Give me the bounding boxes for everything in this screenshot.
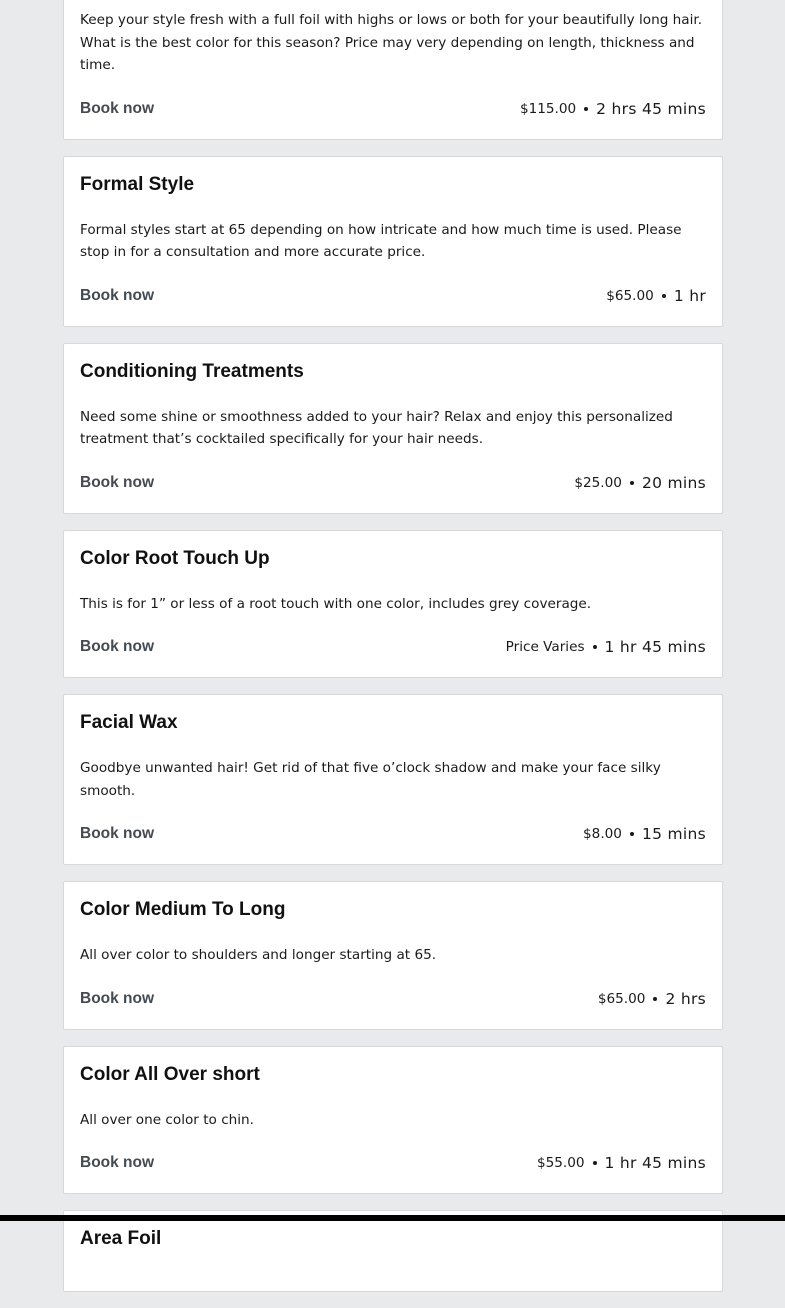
bullet-separator (584, 107, 588, 111)
service-description: All over one color to chin. (80, 1111, 254, 1128)
book-now-link[interactable]: Book now (80, 99, 155, 117)
service-price: Price Varies (505, 639, 585, 655)
book-now-link[interactable]: Book now (80, 1154, 155, 1171)
service-card (63, 343, 723, 514)
service-list (63, 0, 723, 1308)
service-price: $65.00 (606, 287, 654, 304)
service-duration: 20 mins (641, 473, 706, 492)
service-description: Formal styles start at 65 depending on how intricate and how much time is used. Please stop in for a consultation and more accurate price. (80, 221, 682, 260)
book-now-link[interactable]: Book now (80, 989, 155, 1007)
service-price: $25.00 (574, 474, 622, 491)
service-footer (80, 1151, 706, 1175)
service-footer (80, 987, 706, 1011)
service-price: $65.00 (597, 990, 646, 1007)
service-duration: 1 hr (673, 286, 706, 305)
service-title: Formal Style (80, 173, 195, 195)
book-now-link[interactable]: Book now (80, 286, 155, 304)
service-title: Color Medium To Long (80, 899, 286, 920)
service-description: Goodbye unwanted hair! Get rid of that five o’clock shadow and make your face silky smooth. (80, 760, 661, 799)
service-card (63, 1210, 723, 1292)
service-meta (537, 1154, 706, 1172)
service-duration: 1 hr 45 mins (604, 638, 706, 656)
service-duration: 1 hr 45 mins (604, 1154, 706, 1172)
service-meta (598, 990, 706, 1008)
service-footer (80, 822, 706, 846)
bullet-separator (630, 481, 634, 485)
service-price: $8.00 (583, 826, 622, 842)
book-now-link[interactable]: Book now (80, 825, 155, 842)
service-footer (80, 284, 706, 308)
service-card (63, 881, 723, 1030)
service-duration: 2 hrs (665, 989, 706, 1008)
book-now-link[interactable]: Book now (80, 473, 155, 491)
bottom-bar (0, 1215, 785, 1221)
service-card (63, 530, 723, 679)
service-meta (606, 287, 706, 305)
service-price: $55.00 (536, 1155, 585, 1171)
service-title: Facial Wax (80, 712, 178, 733)
service-title: Conditioning Treatments (80, 360, 304, 382)
bullet-separator (593, 645, 597, 649)
service-footer (80, 471, 706, 495)
service-description: Need some shine or smoothness added to your hair? Relax and enjoy this personalized treatment that’s cocktailed specifically for your hair needs. (80, 408, 673, 447)
bullet-separator (593, 1161, 597, 1165)
service-card (63, 0, 723, 140)
bullet-separator (653, 997, 657, 1001)
service-footer (80, 97, 706, 121)
service-meta (574, 474, 706, 492)
service-meta (520, 100, 706, 118)
service-duration: 2 hrs 45 mins (596, 99, 706, 118)
service-meta (583, 825, 706, 843)
book-now-link[interactable]: Book now (80, 638, 155, 655)
bullet-separator (630, 832, 634, 836)
service-description: Keep your style fresh with a full foil with highs or lows or both for your beautifully long hair. What is the best color for this season? Price may very depending on length, thickness and time. (80, 12, 703, 73)
service-meta (506, 638, 706, 656)
service-title: Area Foil (80, 1228, 162, 1249)
service-title: Color All Over short (80, 1063, 260, 1085)
service-price: $115.00 (519, 100, 577, 117)
service-footer (80, 635, 706, 659)
service-card (63, 156, 723, 327)
bullet-separator (662, 294, 666, 298)
service-duration: 15 mins (641, 825, 706, 843)
service-description: This is for 1” or less of a root touch with one color, includes grey coverage. (80, 595, 592, 612)
service-description: All over color to shoulders and longer starting at 65. (80, 947, 437, 963)
service-card (63, 694, 723, 865)
service-card (63, 1046, 723, 1195)
service-title: Color Root Touch Up (80, 547, 270, 569)
